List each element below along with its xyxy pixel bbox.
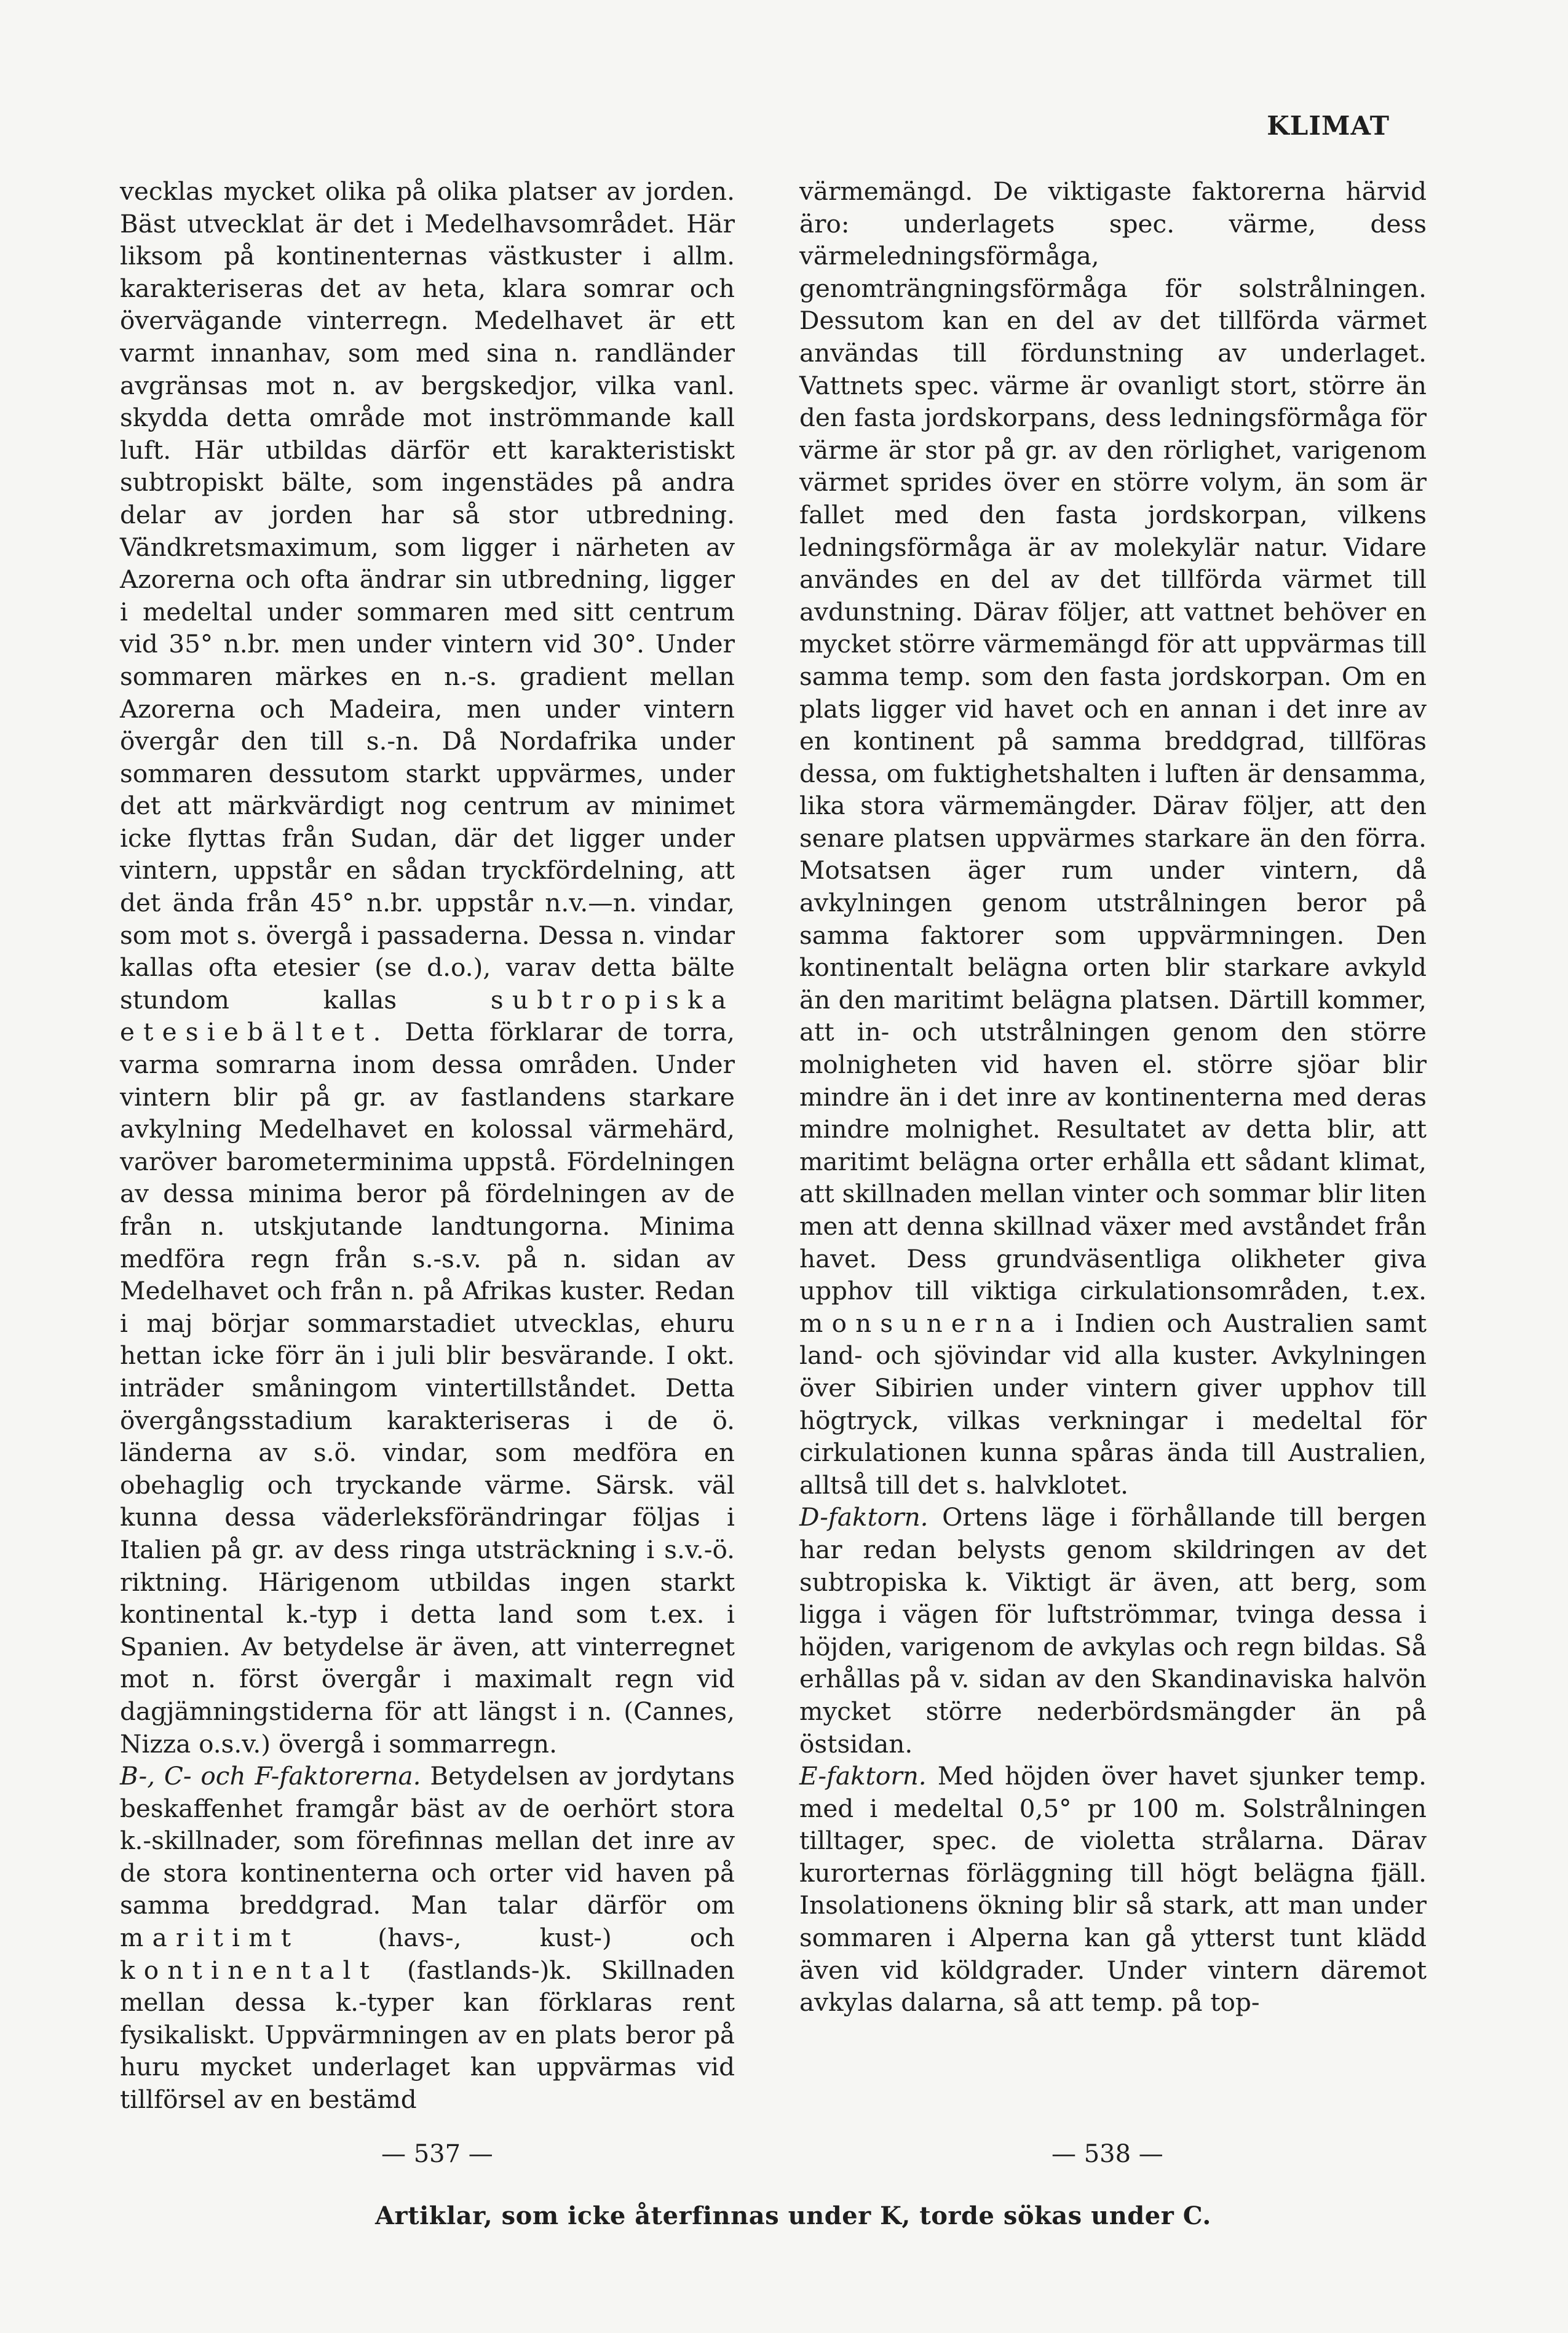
- term-subtropiska-etesiebaltet: subtropiska etesiebältet.: [120, 984, 735, 1047]
- left-p2-text-b: (havs-, kust-) och: [378, 1923, 735, 1953]
- section-heading-bcf: B-, C- och F-faktorerna.: [120, 1761, 421, 1791]
- term-kontinentalt: kontinentalt: [120, 1955, 379, 1985]
- left-paragraph-2: [120, 1760, 735, 2116]
- term-maritimt: maritimt: [120, 1923, 300, 1953]
- section-heading-e: E-faktorn.: [799, 1761, 927, 1791]
- footer-note: Artiklar, som icke återfinnas under K, torde sökas under C.: [375, 2201, 1211, 2230]
- section-heading-d: D-faktorn.: [799, 1502, 929, 1532]
- right-paragraph-2: [799, 1501, 1427, 1760]
- right-p3-text: Med höjden över havet sjunker temp. med i medeltal 0,5° pr 100 m. Solstrålningen tilltager, spec. de violetta strålarna. Därav kurorternas förläggning till högt belägna fjäll. Insolationens ökning blir så stark, att man under sommaren i Alperna kan gå ytterst tunt klädd även vid köldgrader. Under vintern däremot avkylas dalarna, så att temp. på top-: [799, 1761, 1427, 2018]
- right-p2-text: Ortens läge i förhållande till bergen har redan belysts genom skildringen av det subtropiska k. Viktigt är även, att berg, som ligga i vägen för luftströmmar, tvinga dessa i höjden, varigenom de avkylas och regn bildas. Så erhållas på v. sidan av den Skandinaviska halvön mycket större nederbördsmängder än på östsidan.: [799, 1502, 1427, 1759]
- running-header: KLIMAT: [1267, 111, 1390, 141]
- left-p2-text-c: (fastlands-)k. Skillnaden mellan dessa k.-typer kan förklaras rent fysikaliskt. Uppvärmningen av en plats beror på huru mycket underlaget kan uppvärmas vid tillförsel av en bestämd: [120, 1955, 735, 2115]
- right-p1-continued: i Indien och Australien samt land- och sjövindar vid alla kuster. Avkylningen över Sibirien under vintern giver upphov till högtryck, vilkas verkningar i medeltal för cirkulationen kunna spåras ända till Australien, alltså till det s. halvklotet.: [799, 1308, 1427, 1500]
- left-paragraph-1: [120, 175, 735, 1760]
- left-column: [120, 175, 735, 2115]
- page-number-left: — 537 —: [381, 2140, 493, 2168]
- left-p1-text: vecklas mycket olika på olika platser av jorden. Bäst utvecklat är det i Medelhavsområdet. Här liksom på kontinenternas västkuster i allm. karakteriseras det av heta, klara somrar och övervägande vinterregn. Medelhavet är ett varmt innanhav, som med sina n. randländer avgränsas mot n. av bergskedjor, vilka vanl. skydda detta område mot inströmmande kall luft. Här utbildas därför ett karakteristiskt subtropiskt bälte, som ingenstädes på andra delar av jorden har så stor utbredning. Vändkretsmaximum, som ligger i närheten av Azorerna och ofta ändrar sin utbredning, ligger i medeltal under sommaren med sitt centrum vid 35° n.br. men under vintern vid 30°. Under sommaren märkes en n.-s. gradient mellan Azorerna och Madeira, men under vintern övergår den till s.-n. Då Nordafrika under sommaren dessutom starkt uppvärmes, under det att märkvärdigt nog centrum av minimet icke flyttas från Sudan, där det ligger under vintern, uppstår en sådan tryckfördelning, att det ända från 45° n.br. uppstår n.v.—n. vindar, som mot s. övergå i passaderna. Dessa n. vindar kallas ofta etesier (se d.o.), varav detta bälte stundom kallas: [120, 176, 735, 1015]
- term-monsunerna: monsunerna: [799, 1308, 1044, 1338]
- page-number-right: — 538 —: [1051, 2140, 1163, 2168]
- left-p1-continued: Detta förklarar de torra, varma somrarna inom dessa områden. Under vintern blir på gr. av fastlandens starkare avkylning Medelhavet en kolossal värmehärd, varöver barometerminima uppstå. Fördelningen av dessa minima beror på fördelningen av de från n. utskjutande landtungorna. Minima medföra regn från s.-s.v. på n. sidan av Medelhavet och från n. på Afrikas kuster. Redan i maj börjar sommarstadiet utvecklas, ehuru hettan icke förr än i juli blir besvärande. I okt. inträder småningom vintertillståndet. Detta övergångsstadium karakteriseras i de ö. länderna av s.ö. vindar, som medföra en obehaglig och tryckande värme. Särsk. väl kunna dessa väderleksförändringar följas i Italien på gr. av dess ringa utsträckning i s.v.-ö. riktning. Härigenom utbildas ingen starkt kontinental k.-typ i detta land som t.ex. i Spanien. Av betydelse är även, att vinterregnet mot n. först övergår i maximalt regn vid dagjämningstiderna för att längst i n. (Cannes, Nizza o.s.v.) övergå i sommarregn.: [120, 1017, 735, 1759]
- right-paragraph-1: [799, 175, 1427, 1501]
- right-paragraph-3: [799, 1760, 1427, 2019]
- left-p2-text-a: Betydelsen av jordytans beskaffenhet framgår bäst av de oerhört stora k.-skillnader, som förefinnas mellan det inre av de stora kontinenterna och orter vid haven på samma breddgrad. Man talar därför om: [120, 1761, 735, 1920]
- right-p1-text: värmemängd. De viktigaste faktorerna härvid äro: underlagets spec. värme, dess värmeledningsförmåga, genomträngningsförmåga för solstrålningen. Dessutom kan en del av det tillförda värmet användas till fördunstning av underlaget. Vattnets spec. värme är ovanligt stort, större än den fasta jordskorpans, dess ledningsförmåga för värme är stor på gr. av den rörlighet, varigenom värmet sprides över en större volym, än som är fallet med den fasta jordskorpan, vilkens ledningsförmåga är av molekylär natur. Vidare användes en del av det tillförda värmet till avdunstning. Därav följer, att vattnet behöver en mycket större värmemängd för att uppvärmas till samma temp. som den fasta jordskorpan. Om en plats ligger vid havet och en annan i det inre av en kontinent på samma breddgrad, tillföras dessa, om fuktighetshalten i luften är densamma, lika stora värmemängder. Därav följer, att den senare platsen uppvärmes starkare än den förra. Motsatsen äger rum under vintern, då avkylningen genom utstrålningen beror på samma faktorer som uppvärmningen. Den kontinentalt belägna orten blir starkare avkyld än den maritimt belägna platsen. Därtill kommer, att in- och utstrålningen genom den större molnigheten vid haven el. större sjöar blir mindre än i det inre av kontinenterna med deras mindre molnighet. Resultatet av detta blir, att maritimt belägna orter erhålla ett sådant klimat, att skillnaden mellan vinter och sommar blir liten men att denna skillnad växer med avståndet från havet. Dess grundväsentliga olikheter giva upphov till viktiga cirkulationsområden, t.ex.: [799, 176, 1427, 1306]
- right-column: [799, 175, 1427, 2100]
